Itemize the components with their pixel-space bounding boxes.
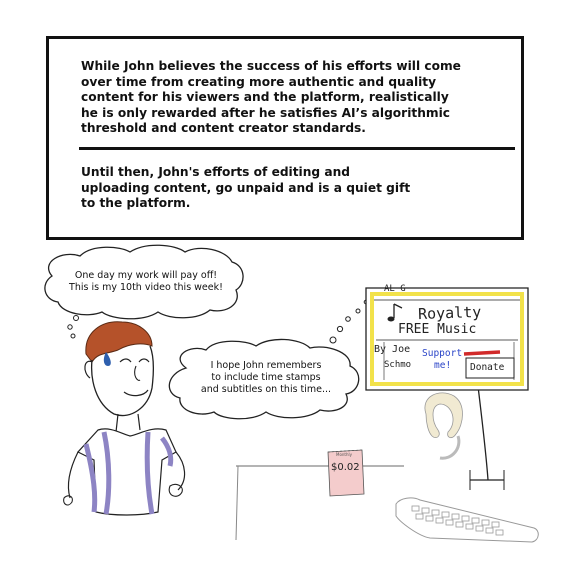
- john-ear: [85, 361, 92, 378]
- john-hand-right: [169, 484, 182, 496]
- thought-dot: [74, 316, 79, 321]
- receipt-amount: $0.02: [331, 462, 360, 473]
- john-nose: [135, 366, 140, 380]
- john-speech-text: One day my work will pay off! This is my 10th video this week!: [69, 270, 223, 293]
- john-eye-left: [120, 359, 131, 362]
- receipt-header: Monthly: [336, 452, 353, 457]
- john-hair: [86, 322, 152, 362]
- headset: [425, 393, 463, 438]
- monitor-by-label-2: Schmo: [384, 360, 412, 370]
- thought-dot: [71, 334, 75, 338]
- thought-dot: [337, 326, 342, 331]
- support-text-line-1: Support: [422, 348, 463, 359]
- donate-bar: [464, 352, 500, 354]
- john-hand-left: [64, 496, 73, 505]
- thought-dot: [346, 317, 351, 322]
- thought-dot: [330, 337, 336, 343]
- john-mouth: [124, 390, 148, 396]
- support-text-line-2: me!: [434, 360, 452, 371]
- sweat-drop-icon: [104, 352, 111, 366]
- keyboard: [396, 498, 538, 542]
- headset-cord: [440, 436, 459, 458]
- monitor-by-label: By Joe: [374, 344, 411, 355]
- platform-thought-text: I hope John remembers to include time stamps and subtitles on this time...: [200, 360, 332, 395]
- thought-dot: [356, 309, 360, 313]
- monitor-title-line-1: Royalty: [417, 302, 482, 324]
- monitor-top-label: AL G: [384, 284, 406, 294]
- john-arm-left: [68, 452, 78, 498]
- desk-leg: [236, 466, 238, 540]
- john-character: [64, 322, 185, 515]
- monitor-title-line-2: FREE Music: [398, 322, 477, 337]
- john-neck: [116, 414, 140, 432]
- john-face: [92, 346, 154, 416]
- caption-paragraph-2: Until then, John's efforts of editing and uploading content, go unpaid and is a quiet gift to the platform.: [81, 165, 411, 210]
- donate-label: Donate: [470, 362, 505, 373]
- monitor-stand: [478, 386, 488, 480]
- thought-dot: [68, 325, 72, 329]
- caption-paragraph-1: While John believes the success of his efforts will come over time from creating more authentic and quality content for his viewers and the platform, realistically he is only rewarded after he satisfies AI’s algorithmic threshold and content creator standards.: [81, 59, 461, 135]
- john-eye-right: [139, 359, 149, 362]
